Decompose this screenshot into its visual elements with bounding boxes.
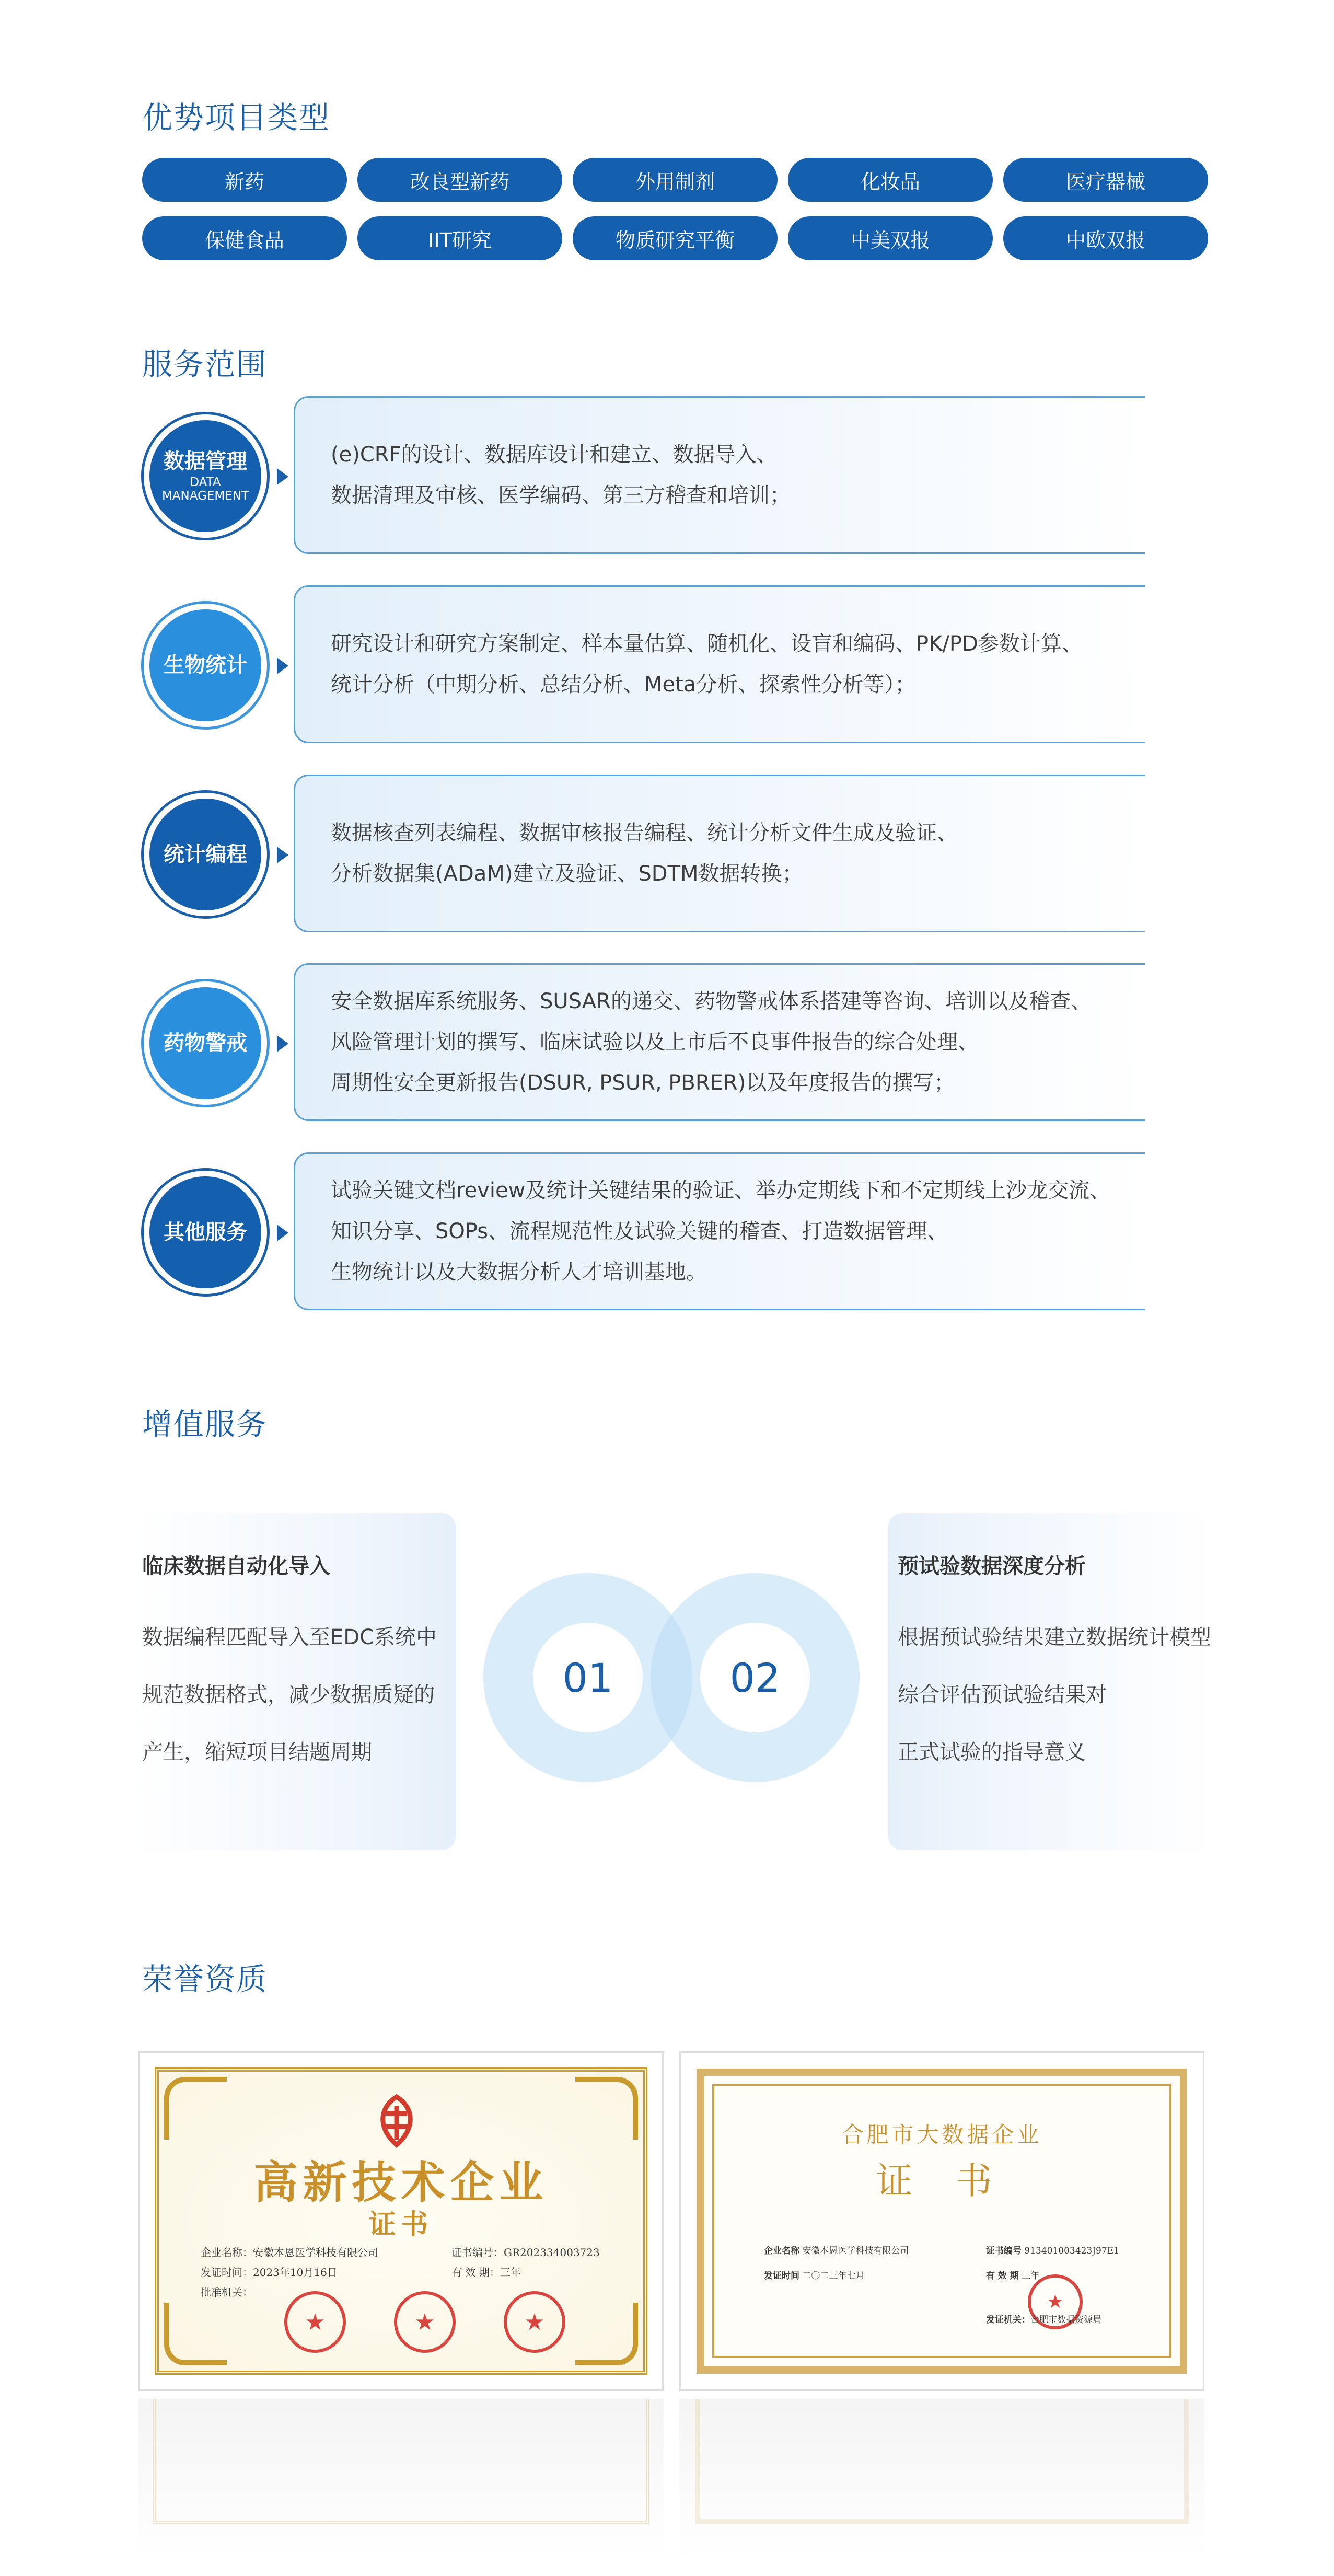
certificate-number: 913401003423J97E1 bbox=[1024, 2246, 1119, 2256]
tag-china-eu-filing: 中欧双报 bbox=[1003, 216, 1208, 260]
label: 企业名称 bbox=[764, 2246, 799, 2256]
service-line: (e)CRF的设计、数据库设计和建立、数据导入、 bbox=[331, 443, 778, 467]
service-pharmacovigilance bbox=[137, 963, 1145, 1121]
issue-date: 2023年10月16日 bbox=[253, 2266, 338, 2279]
seal-star-icon: ★ bbox=[394, 2291, 456, 2353]
certificate-reflection bbox=[138, 2399, 664, 2561]
service-description bbox=[294, 585, 1145, 743]
service-other bbox=[137, 1152, 1145, 1310]
service-biostatistics bbox=[137, 585, 1145, 743]
arrow-right-icon bbox=[277, 1035, 288, 1052]
valid-period: 三年 bbox=[500, 2266, 521, 2279]
corner-ornament bbox=[575, 2303, 638, 2365]
service-line: 统计分析（中期分析、总结分析、Meta分析、探索性分析等）； bbox=[331, 673, 916, 697]
corner-ornament bbox=[575, 2077, 638, 2140]
tag-material-balance: 物质研究平衡 bbox=[573, 216, 778, 260]
tag-medical-device: 医疗器械 bbox=[1003, 158, 1208, 202]
service-line: 试验关键文档review及统计关键结果的验证、举办定期线下和不定期线上沙龙交流、 bbox=[331, 1179, 1111, 1203]
seal-star-icon: ★ bbox=[1028, 2274, 1083, 2329]
tag-cosmetics: 化妆品 bbox=[788, 158, 993, 202]
value-added-line: 综合评估预试验结果对 bbox=[898, 1683, 1107, 1707]
number-01: 01 bbox=[533, 1623, 643, 1732]
valid-period: 三年 bbox=[1022, 2271, 1040, 2281]
project-type-tags bbox=[142, 158, 1208, 260]
certificate-border bbox=[155, 2067, 647, 2375]
service-name-en: DATA MANAGEMENT bbox=[161, 475, 249, 503]
service-badge bbox=[141, 790, 270, 919]
certificate-big-data bbox=[679, 2051, 1204, 2391]
emblem-icon bbox=[357, 2093, 436, 2150]
label: 证书编号 bbox=[986, 2246, 1022, 2256]
value-added-text-left bbox=[142, 1550, 437, 1781]
value-added-line: 根据预试验结果建立数据统计模型 bbox=[898, 1625, 1211, 1649]
certificate-reflection bbox=[679, 2399, 1204, 2561]
corner-ornament bbox=[164, 2303, 227, 2365]
value-added-title: 预试验数据深度分析 bbox=[898, 1554, 1086, 1578]
certificate-subtitle: 证书 bbox=[368, 2209, 434, 2240]
arrow-right-icon bbox=[277, 657, 288, 674]
service-line: 研究设计和研究方案制定、样本量估算、随机化、设盲和编码、PK/PD参数计算、 bbox=[331, 632, 1083, 656]
value-added-title: 临床数据自动化导入 bbox=[142, 1554, 330, 1578]
label: 有 效 期： bbox=[451, 2266, 500, 2279]
label: 发证机关： bbox=[986, 2315, 1030, 2325]
section-title-services: 服务范围 bbox=[142, 346, 268, 382]
certificate-border bbox=[697, 2069, 1187, 2374]
service-statistical-programming bbox=[137, 775, 1145, 932]
issue-date: 二〇二三年七月 bbox=[802, 2271, 865, 2281]
company-name: 安徽本恩医学科技有限公司 bbox=[802, 2246, 909, 2256]
company-name: 安徽本恩医学科技有限公司 bbox=[253, 2246, 378, 2259]
label: 企业名称： bbox=[201, 2246, 253, 2259]
certificate-inner-border bbox=[712, 2084, 1171, 2358]
certificate-subtitle: 证 书 bbox=[876, 2159, 1008, 2202]
tag-topical-preparation: 外用制剂 bbox=[573, 158, 778, 202]
certificate-high-tech bbox=[138, 2051, 664, 2391]
tag-iit-research: IIT研究 bbox=[357, 216, 562, 260]
value-added-line: 规范数据格式，减少数据质疑的 bbox=[142, 1683, 435, 1707]
service-name: 生物统计 bbox=[164, 653, 247, 677]
issuing-authority: 合肥市数据资源局 bbox=[1030, 2315, 1101, 2325]
service-line: 风险管理计划的撰写、临床试验以及上市后不良事件报告的综合处理、 bbox=[331, 1030, 979, 1054]
service-line: 周期性安全更新报告(DSUR, PSUR, PBRER)以及年度报告的撰写； bbox=[331, 1071, 955, 1095]
value-added-text-right bbox=[898, 1550, 1211, 1781]
arrow-right-icon bbox=[277, 847, 288, 863]
service-badge bbox=[141, 1168, 270, 1297]
tag-health-food: 保健食品 bbox=[142, 216, 347, 260]
service-badge bbox=[141, 412, 270, 540]
service-line: 分析数据集(ADaM)建立及验证、SDTM数据转换； bbox=[331, 862, 803, 886]
label: 批准机关： bbox=[201, 2286, 253, 2298]
value-added-line: 数据编程匹配导入至EDC系统中 bbox=[142, 1625, 437, 1649]
service-line: 安全数据库系统服务、SUSAR的递交、药物警戒体系搭建等咨询、培训以及稽查、 bbox=[331, 989, 1092, 1013]
label: 有 效 期 bbox=[986, 2271, 1019, 2281]
service-name: 药物警戒 bbox=[164, 1031, 247, 1055]
service-line: 数据核查列表编程、数据审核报告编程、统计分析文件生成及验证、 bbox=[331, 821, 958, 845]
service-name: 统计编程 bbox=[164, 842, 247, 867]
certificate-number: GR202334003723 bbox=[504, 2246, 600, 2259]
value-added-line: 正式试验的指导意义 bbox=[898, 1740, 1086, 1764]
tag-improved-new-drug: 改良型新药 bbox=[357, 158, 562, 202]
seal-star-icon: ★ bbox=[504, 2291, 565, 2353]
arrow-right-icon bbox=[277, 1225, 288, 1241]
service-line: 知识分享、SOPs、流程规范性及试验关键的稽查、打造数据管理、 bbox=[331, 1219, 948, 1243]
service-description bbox=[294, 1152, 1145, 1310]
value-added-line: 产生，缩短项目结题周期 bbox=[142, 1740, 372, 1764]
label: 发证时间： bbox=[201, 2266, 253, 2279]
corner-ornament bbox=[164, 2077, 227, 2140]
tag-china-us-filing: 中美双报 bbox=[788, 216, 993, 260]
service-name: 数据管理 bbox=[164, 449, 247, 473]
service-description bbox=[294, 963, 1145, 1121]
tag-new-drug: 新药 bbox=[142, 158, 347, 202]
number-02: 02 bbox=[700, 1623, 810, 1732]
section-title-value-added: 增值服务 bbox=[142, 1406, 268, 1442]
arrow-right-icon bbox=[277, 468, 288, 485]
service-name: 其他服务 bbox=[164, 1220, 247, 1244]
certificate-title: 高新技术企业 bbox=[253, 2156, 549, 2208]
service-data-management bbox=[137, 396, 1145, 554]
label: 证书编号： bbox=[451, 2246, 504, 2259]
section-title-advantage: 优势项目类型 bbox=[142, 100, 331, 135]
service-line: 数据清理及审核、医学编码、第三方稽查和培训； bbox=[331, 483, 791, 507]
service-badge bbox=[141, 979, 270, 1107]
section-title-honors: 荣誉资质 bbox=[142, 1961, 268, 1997]
label: 发证时间 bbox=[764, 2271, 799, 2281]
service-description bbox=[294, 396, 1145, 554]
service-description bbox=[294, 775, 1145, 932]
seal-star-icon: ★ bbox=[284, 2291, 346, 2353]
service-line: 生物统计以及大数据分析人才培训基地。 bbox=[331, 1260, 707, 1284]
certificate-title: 合肥市大数据企业 bbox=[841, 2122, 1042, 2147]
service-badge bbox=[141, 601, 270, 730]
